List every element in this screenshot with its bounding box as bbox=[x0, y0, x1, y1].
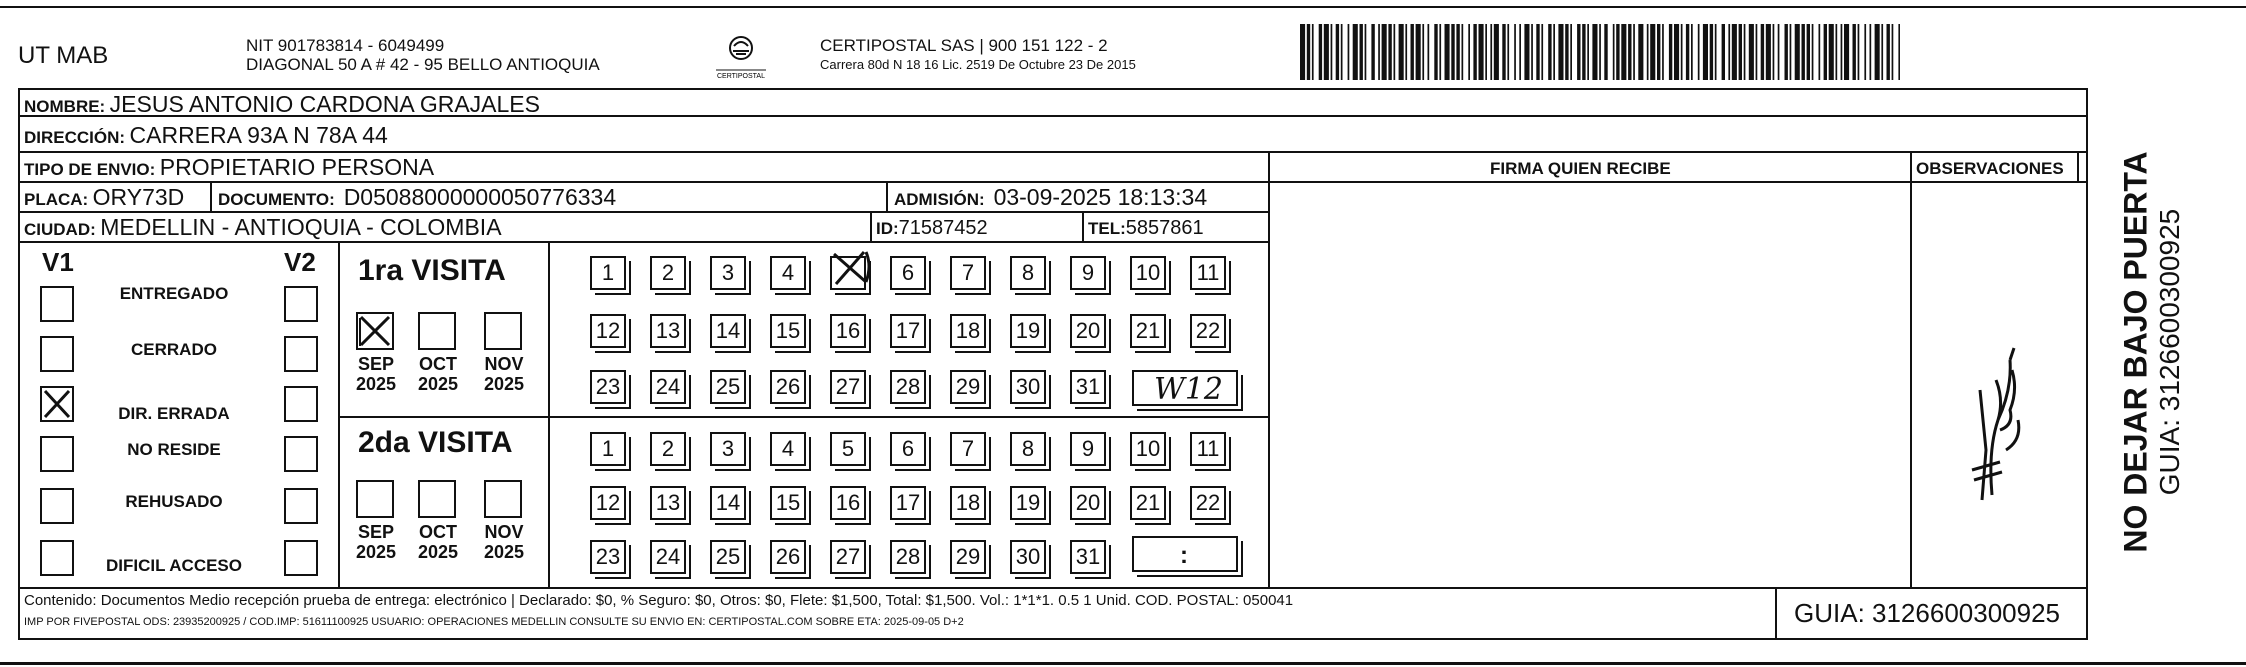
company-name: UT MAB bbox=[18, 42, 109, 69]
second-visit-day-26[interactable]: 26 bbox=[770, 540, 806, 574]
barcode-bar bbox=[1732, 24, 1737, 80]
barcode-bar bbox=[1621, 24, 1626, 80]
barcode-bar bbox=[1749, 24, 1754, 80]
barcode-bar bbox=[1674, 24, 1679, 80]
v2-header: V2 bbox=[284, 247, 316, 277]
barcode-bar bbox=[1428, 24, 1430, 80]
reason-label: ENTREGADO bbox=[119, 284, 229, 303]
barcode-bar bbox=[1479, 24, 1484, 80]
barcode-bar bbox=[1844, 24, 1849, 80]
first-visit-day-26[interactable]: 26 bbox=[770, 370, 806, 404]
barcode-bar bbox=[1691, 24, 1693, 80]
barcode-bar bbox=[1451, 24, 1454, 80]
barcode-bar bbox=[1507, 24, 1509, 80]
second-visit-day-6[interactable]: 6 bbox=[890, 432, 926, 466]
barcode-bar bbox=[1394, 24, 1396, 80]
barcode-bar bbox=[1416, 24, 1421, 80]
barcode-bar bbox=[1490, 24, 1492, 80]
barcode-bar bbox=[1341, 24, 1343, 80]
svg-text:CERTIPOSTAL: CERTIPOSTAL bbox=[717, 73, 765, 80]
second-visit-day-18[interactable]: 18 bbox=[950, 486, 986, 520]
barcode-bar bbox=[1633, 24, 1635, 80]
ciudad-field: CIUDAD: MEDELLIN - ANTIOQUIA - COLOMBIA bbox=[24, 214, 502, 240]
v1-checkbox[interactable] bbox=[40, 336, 74, 372]
barcode-bar bbox=[1456, 24, 1459, 80]
barcode-bar bbox=[1502, 24, 1505, 80]
no-dejar-bajo-puerta-label: NO DEJAR BAJO PUERTA bbox=[2117, 151, 2154, 553]
barcode-bar bbox=[1681, 24, 1683, 80]
second-visit-day-17[interactable]: 17 bbox=[890, 486, 926, 520]
v2-checkbox[interactable] bbox=[284, 386, 318, 422]
barcode-bar bbox=[1881, 24, 1883, 80]
barcode-bar bbox=[1744, 24, 1746, 80]
barcode-bar bbox=[1650, 24, 1655, 80]
barcode-bar bbox=[1553, 24, 1555, 80]
barcode-bar bbox=[1371, 24, 1374, 80]
barcode-bar bbox=[1715, 24, 1717, 80]
first-visit-day-29[interactable]: 29 bbox=[950, 370, 986, 404]
first-visit-title: 1ra VISITA bbox=[358, 254, 506, 287]
barcode-bar bbox=[1616, 24, 1619, 80]
barcode-bar bbox=[1604, 24, 1607, 80]
barcode-bar bbox=[1405, 24, 1407, 80]
second-visit-day-14[interactable]: 14 bbox=[710, 486, 746, 520]
barcode-bar bbox=[1638, 24, 1643, 80]
barcode-bar bbox=[1541, 24, 1543, 80]
barcode-bar bbox=[1756, 24, 1758, 80]
barcode-bar bbox=[1739, 24, 1742, 80]
first-visit-day-25[interactable]: 25 bbox=[710, 370, 746, 404]
second-visit-month-checkbox[interactable] bbox=[484, 480, 522, 518]
first-visit-day-24[interactable]: 24 bbox=[650, 370, 686, 404]
barcode-bar bbox=[1300, 24, 1305, 80]
second-visit-day-2[interactable]: 2 bbox=[650, 432, 686, 466]
barcode-bar bbox=[1570, 24, 1572, 80]
barcode-bar bbox=[1422, 24, 1424, 80]
barcode-bar bbox=[1548, 24, 1551, 80]
first-visit-day-23[interactable]: 23 bbox=[590, 370, 626, 404]
second-visit-day-8[interactable]: 8 bbox=[1010, 432, 1046, 466]
v2-checkbox[interactable] bbox=[284, 336, 318, 372]
barcode-bar bbox=[1807, 24, 1810, 80]
v1-header: V1 bbox=[42, 247, 74, 277]
barcode-bar bbox=[1468, 24, 1470, 80]
barcode-bar bbox=[1795, 24, 1800, 80]
second-visit-title: 2da VISITA bbox=[358, 426, 513, 459]
barcode-bar bbox=[1824, 24, 1827, 80]
reason-label: DIR. ERRADA bbox=[118, 404, 230, 423]
second-visit-day-5[interactable]: 5 bbox=[830, 432, 866, 466]
barcode-bar bbox=[1669, 24, 1672, 80]
barcode-bar bbox=[1703, 24, 1708, 80]
first-visit-day-18[interactable]: 18 bbox=[950, 314, 986, 348]
month-label: SEP bbox=[357, 354, 395, 374]
second-visit-day-13[interactable]: 13 bbox=[650, 486, 686, 520]
barcode-bar bbox=[1577, 24, 1580, 80]
v1-checkbox[interactable] bbox=[40, 540, 74, 576]
barcode-bar bbox=[1829, 24, 1834, 80]
reason-label: DIFICIL ACCESO bbox=[105, 556, 242, 575]
second-visit-day-19[interactable]: 19 bbox=[1010, 486, 1046, 520]
guia-footer: GUIA: 3126600300925 bbox=[1794, 598, 2060, 628]
v1-checkbox[interactable] bbox=[40, 488, 74, 524]
first-visit-day-10[interactable]: 10 bbox=[1130, 256, 1166, 290]
barcode-bar bbox=[1761, 24, 1764, 80]
first-visit-day-28[interactable]: 28 bbox=[890, 370, 926, 404]
month-label: SEP bbox=[357, 522, 395, 542]
barcode-bar bbox=[1324, 24, 1329, 80]
barcode-bar bbox=[1785, 24, 1788, 80]
first-visit-day-3[interactable]: 3 bbox=[710, 256, 746, 290]
barcode-bar bbox=[1662, 24, 1664, 80]
month-label: NOV bbox=[484, 354, 524, 374]
second-visit-month-checkbox[interactable] bbox=[356, 480, 394, 518]
second-visit-day-31[interactable]: 31 bbox=[1070, 540, 1106, 574]
month-year-label: 2025 bbox=[355, 542, 397, 562]
barcode-bar bbox=[1773, 24, 1775, 80]
barcode-bar bbox=[1864, 24, 1866, 80]
barcode-bar bbox=[1307, 24, 1310, 80]
barcode-bar bbox=[1473, 24, 1476, 80]
second-visit-day-11[interactable]: 11 bbox=[1190, 432, 1226, 466]
first-visit-day-2[interactable]: 2 bbox=[650, 256, 686, 290]
courier-license: Carrera 80d N 18 16 Lic. 2519 De Octubre 23 De 2015 bbox=[820, 57, 1136, 72]
first-visit-day-6[interactable]: 6 bbox=[890, 256, 926, 290]
bottom-border bbox=[0, 662, 2246, 665]
v2-checkbox[interactable] bbox=[284, 286, 318, 322]
second-visit-day-9[interactable]: 9 bbox=[1070, 432, 1106, 466]
barcode-bar bbox=[1319, 24, 1322, 80]
barcode-bar bbox=[1411, 24, 1414, 80]
first-visit-day-13[interactable]: 13 bbox=[650, 314, 686, 348]
second-visit-day-3[interactable]: 3 bbox=[710, 432, 746, 466]
barcode-bar bbox=[1647, 24, 1649, 80]
month-year-label: 2025 bbox=[355, 374, 397, 394]
barcode-bar bbox=[1887, 24, 1890, 80]
barcode-bar bbox=[1519, 24, 1521, 80]
contenido-text: Contenido: Documentos Medio recepción prueba de entrega: electrónico | Declarado: $0, % Seguro: $0, Otros: $0, Flete: $1,500, Total: $1,500. Vol.: 1*1*1. 0.5 1 Unid. COD. POSTAL: 050041 bbox=[24, 592, 1294, 609]
first-visit-day-22[interactable]: 22 bbox=[1190, 314, 1226, 348]
month-label: OCT bbox=[419, 354, 457, 374]
v1-checkbox[interactable] bbox=[40, 436, 74, 472]
first-visit-month-checkbox[interactable] bbox=[418, 312, 456, 350]
barcode-bar bbox=[1728, 24, 1730, 80]
first-visit-time-box: W12 bbox=[1132, 370, 1238, 406]
month-label: OCT bbox=[419, 522, 457, 542]
documento-field: DOCUMENTO: D05088000000050776334 bbox=[218, 184, 617, 210]
barcode-bar bbox=[1819, 24, 1821, 80]
recipient-signature bbox=[1952, 330, 2042, 510]
barcode-bar bbox=[1439, 24, 1441, 80]
month-label: NOV bbox=[484, 522, 524, 542]
barcode-bar bbox=[1536, 24, 1539, 80]
second-visit-day-23[interactable]: 23 bbox=[590, 540, 626, 574]
observaciones-label: OBSERVACIONES bbox=[1916, 159, 2064, 178]
direccion-field: DIRECCIÓN: CARRERA 93A N 78A 44 bbox=[24, 122, 388, 148]
second-visit-day-29[interactable]: 29 bbox=[950, 540, 986, 574]
barcode-bar bbox=[1312, 24, 1314, 80]
admision-field: ADMISIÓN: 03-09-2025 18:13:34 bbox=[894, 184, 1208, 210]
reason-label: REHUSADO bbox=[125, 492, 223, 511]
barcode-bar bbox=[1778, 24, 1780, 80]
barcode-bar bbox=[1841, 24, 1843, 80]
barcode bbox=[1300, 24, 1900, 80]
second-visit-day-22[interactable]: 22 bbox=[1190, 486, 1226, 520]
second-visit-day-7[interactable]: 7 bbox=[950, 432, 986, 466]
second-visit-day-16[interactable]: 16 bbox=[830, 486, 866, 520]
barcode-bar bbox=[1360, 24, 1363, 80]
second-visit-day-20[interactable]: 20 bbox=[1070, 486, 1106, 520]
courier-name: CERTIPOSTAL SAS | 900 151 122 - 2 bbox=[820, 36, 1108, 55]
second-visit-day-30[interactable]: 30 bbox=[1010, 540, 1046, 574]
first-visit-day-14[interactable]: 14 bbox=[710, 314, 746, 348]
first-visit-day-17[interactable]: 17 bbox=[890, 314, 926, 348]
company-nit: NIT 901783814 - 6049499 bbox=[246, 36, 445, 55]
barcode-bar bbox=[1348, 24, 1350, 80]
month-year-label: 2025 bbox=[417, 542, 459, 562]
first-visit-day-21[interactable]: 21 bbox=[1130, 314, 1166, 348]
second-visit-day-21[interactable]: 21 bbox=[1130, 486, 1166, 520]
first-visit-day-20[interactable]: 20 bbox=[1070, 314, 1106, 348]
first-visit-day-1[interactable]: 1 bbox=[590, 256, 626, 290]
first-visit-day-8[interactable]: 8 bbox=[1010, 256, 1046, 290]
first-visit-day-7[interactable]: 7 bbox=[950, 256, 986, 290]
barcode-bar bbox=[1485, 24, 1487, 80]
second-visit-day-25[interactable]: 25 bbox=[710, 540, 746, 574]
month-year-label: 2025 bbox=[483, 374, 525, 394]
second-visit-day-10[interactable]: 10 bbox=[1130, 432, 1166, 466]
barcode-bar bbox=[1353, 24, 1358, 80]
first-visit-day-9[interactable]: 9 bbox=[1070, 256, 1106, 290]
top-border bbox=[0, 6, 2246, 8]
barcode-bar bbox=[1710, 24, 1713, 80]
id-field: ID:71587452 bbox=[876, 217, 988, 239]
first-visit-day-19[interactable]: 19 bbox=[1010, 314, 1046, 348]
second-visit-day-24[interactable]: 24 bbox=[650, 540, 686, 574]
barcode-bar bbox=[1613, 24, 1615, 80]
second-visit-month-checkbox[interactable] bbox=[418, 480, 456, 518]
placa-field: PLACA: ORY73D bbox=[24, 184, 185, 210]
first-visit-day-16[interactable]: 16 bbox=[830, 314, 866, 348]
firma-label: FIRMA QUIEN RECIBE bbox=[1490, 159, 1671, 178]
barcode-bar bbox=[1853, 24, 1856, 80]
second-visit-time-box: : bbox=[1132, 536, 1238, 572]
barcode-bar bbox=[1686, 24, 1689, 80]
month-year-label: 2025 bbox=[483, 542, 525, 562]
barcode-bar bbox=[1331, 24, 1333, 80]
v2-checkbox[interactable] bbox=[284, 436, 318, 472]
first-visit-day-30[interactable]: 30 bbox=[1010, 370, 1046, 404]
v1-checkbox[interactable] bbox=[40, 286, 74, 322]
barcode-bar bbox=[1628, 24, 1631, 80]
barcode-bar bbox=[1462, 24, 1464, 80]
barcode-bar bbox=[1812, 24, 1814, 80]
first-visit-month-checkbox[interactable] bbox=[356, 312, 394, 350]
barcode-bar bbox=[1870, 24, 1872, 80]
barcode-bar bbox=[1722, 24, 1725, 80]
barcode-bar bbox=[1514, 24, 1516, 80]
tipo-envio-field: TIPO DE ENVIO: PROPIETARIO PERSONA bbox=[24, 154, 435, 180]
second-visit-day-15[interactable]: 15 bbox=[770, 486, 806, 520]
barcode-bar bbox=[1494, 24, 1499, 80]
barcode-bar bbox=[1698, 24, 1700, 80]
barcode-bar bbox=[1434, 24, 1437, 80]
barcode-bar bbox=[1892, 24, 1894, 80]
second-visit-day-27[interactable]: 27 bbox=[830, 540, 866, 574]
barcode-bar bbox=[1365, 24, 1367, 80]
barcode-bar bbox=[1875, 24, 1880, 80]
guia-side-label: GUIA: 3126600300925 bbox=[2154, 208, 2185, 496]
barcode-bar bbox=[1599, 24, 1601, 80]
tel-field: TEL:5857861 bbox=[1088, 217, 1204, 239]
second-visit-day-4[interactable]: 4 bbox=[770, 432, 806, 466]
first-visit-day-11[interactable]: 11 bbox=[1190, 256, 1226, 290]
barcode-bar bbox=[1565, 24, 1568, 80]
first-visit-day-4[interactable]: 4 bbox=[770, 256, 806, 290]
v2-checkbox[interactable] bbox=[284, 488, 318, 524]
barcode-bar bbox=[1766, 24, 1771, 80]
nombre-field: NOMBRE: JESUS ANTONIO CARDONA GRAJALES bbox=[24, 91, 540, 117]
barcode-bar bbox=[1382, 24, 1387, 80]
barcode-bar bbox=[1802, 24, 1805, 80]
first-visit-day-27[interactable]: 27 bbox=[830, 370, 866, 404]
barcode-bar bbox=[1378, 24, 1380, 80]
barcode-bar bbox=[1790, 24, 1792, 80]
v2-checkbox[interactable] bbox=[284, 540, 318, 576]
first-visit-month-checkbox[interactable] bbox=[484, 312, 522, 350]
certipostal-logo bbox=[712, 34, 770, 80]
barcode-bar bbox=[1388, 24, 1391, 80]
barcode-bar bbox=[1558, 24, 1563, 80]
barcode-bar bbox=[1836, 24, 1838, 80]
barcode-bar bbox=[1531, 24, 1533, 80]
barcode-bar bbox=[1898, 24, 1900, 80]
barcode-bar bbox=[1592, 24, 1597, 80]
barcode-bar bbox=[1657, 24, 1660, 80]
first-visit-day-15[interactable]: 15 bbox=[770, 314, 806, 348]
first-visit-day-31[interactable]: 31 bbox=[1070, 370, 1106, 404]
day-5-handwritten-mark bbox=[826, 246, 878, 288]
month-year-label: 2025 bbox=[417, 374, 459, 394]
imp-text: IMP POR FIVEPOSTAL ODS: 23935200925 / COD.IMP: 51611100925 USUARIO: OPERACIONES MEDELLIN CONSULTE SU ENVIO EN: CERTIPOSTAL.COM SOBRE ETA: 2025-09-05 D+2 bbox=[24, 616, 964, 628]
barcode-bar bbox=[1858, 24, 1860, 80]
barcode-bar bbox=[1582, 24, 1585, 80]
v1-checkbox[interactable] bbox=[40, 386, 74, 422]
barcode-bar bbox=[1445, 24, 1450, 80]
second-visit-day-28[interactable]: 28 bbox=[890, 540, 926, 574]
company-address: DIAGONAL 50 A # 42 - 95 BELLO ANTIOQUIA bbox=[246, 55, 600, 74]
reason-label: NO RESIDE bbox=[127, 440, 221, 459]
reason-label: CERRADO bbox=[131, 340, 217, 359]
second-visit-day-1[interactable]: 1 bbox=[590, 432, 626, 466]
first-visit-day-12[interactable]: 12 bbox=[590, 314, 626, 348]
barcode-bar bbox=[1336, 24, 1339, 80]
barcode-bar bbox=[1587, 24, 1589, 80]
second-visit-day-12[interactable]: 12 bbox=[590, 486, 626, 520]
barcode-bar bbox=[1524, 24, 1529, 80]
barcode-bar bbox=[1399, 24, 1404, 80]
